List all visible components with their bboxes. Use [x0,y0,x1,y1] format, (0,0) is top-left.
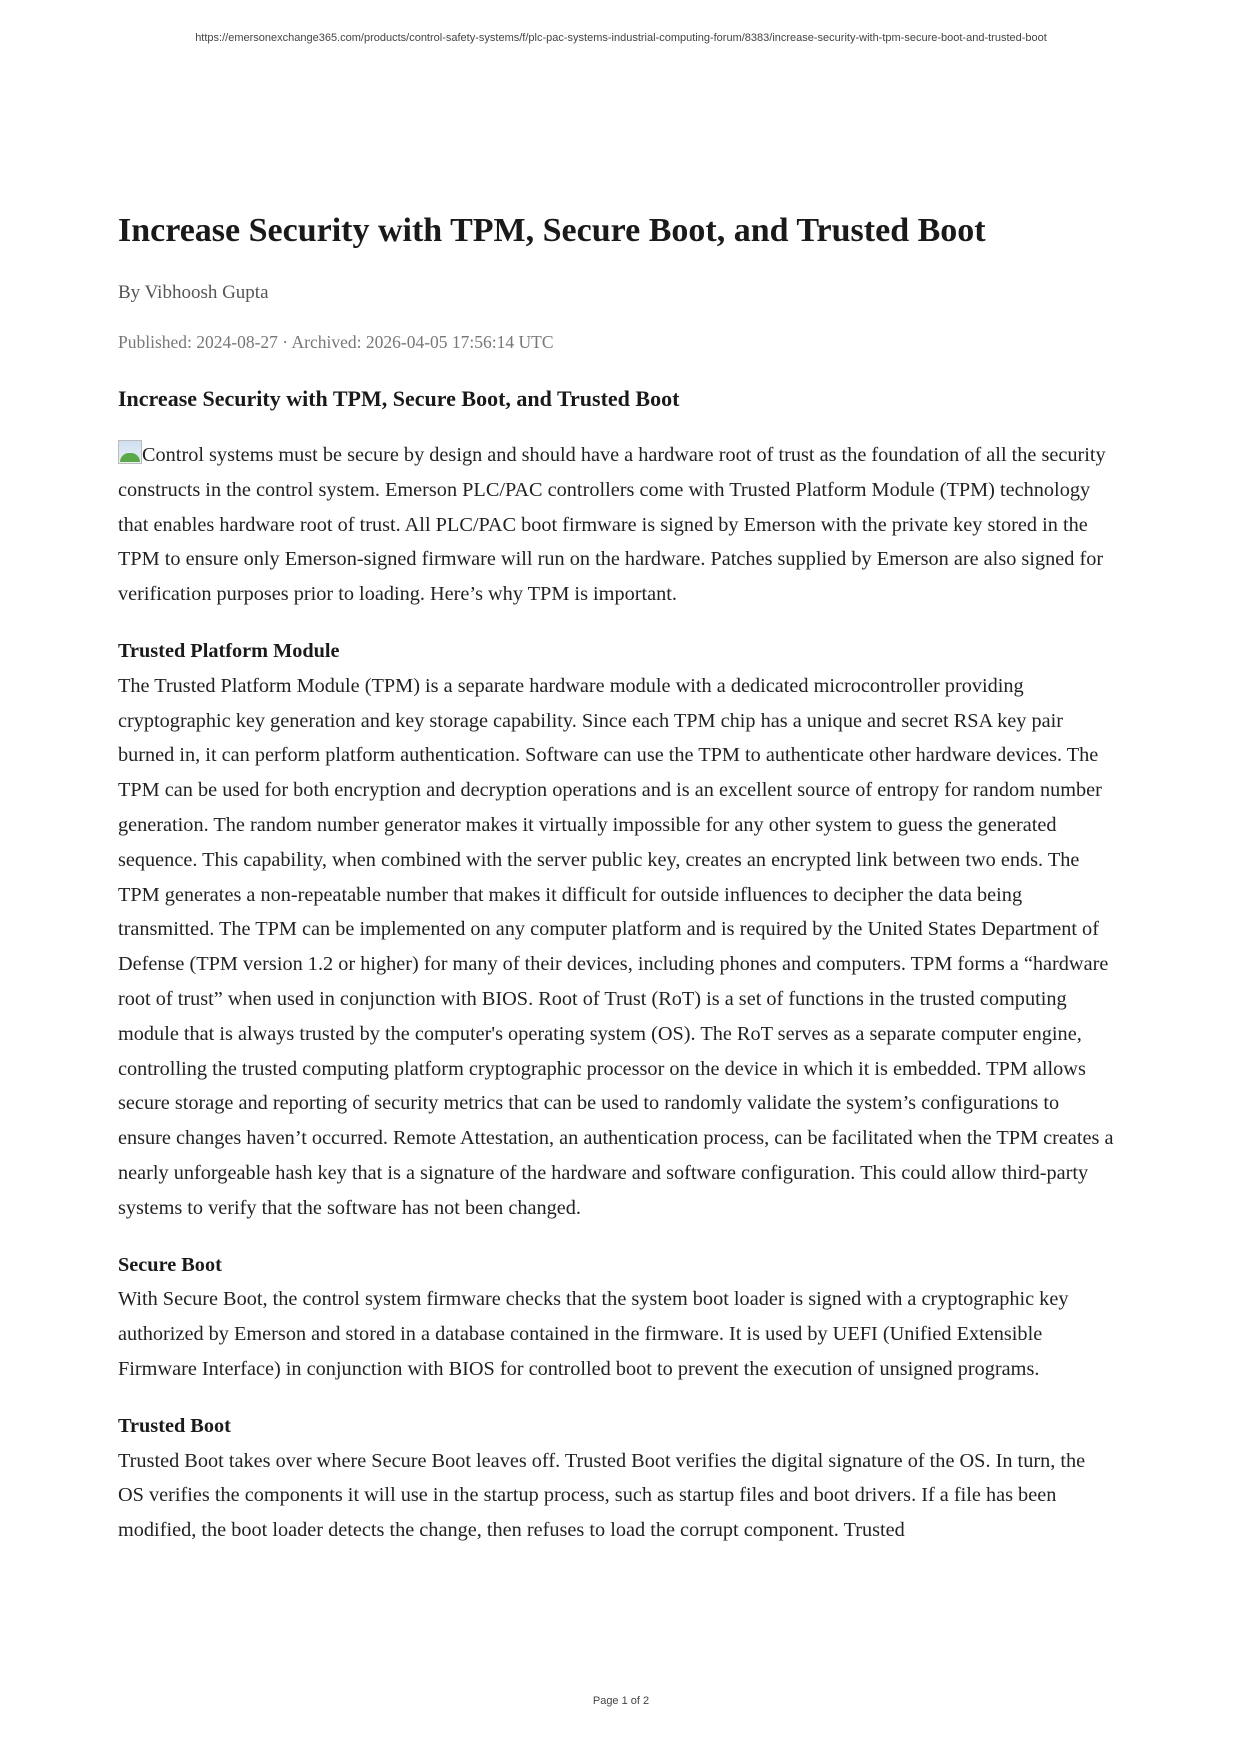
section-secure-boot [118,1248,1114,1387]
article-subtitle: Increase Security with TPM, Secure Boot, and Trusted Boot [118,386,680,411]
section-tpm [118,634,1114,1226]
intro-paragraph [118,438,1114,612]
section-heading: Trusted Platform Module [118,639,340,662]
broken-image-icon [118,440,142,464]
image-alt-text: Control systems must be secure by design and should have a hardware root of trust as the foundation of all the security constructs in the control system. Emerson PLC/PAC controllers come with Trusted Platform Module (TPM) technology that enables hardware root of trust. All PLC/PAC boot firmware is signed by Emerson with the private key stored in the TPM to ensure only Emerson-signed firmware will run on the hardware. Patches supplied by Emerson are also signed for verification purposes prior to loading. Here’s why TPM is important. [118,444,1106,606]
page-number: Page 1 of 2 [592,1695,650,1707]
article-title: Increase Security with TPM, Secure Boot, and Trusted Boot [118,212,986,249]
section-body: With Secure Boot, the control system firmware checks that the system boot loader is signed with a cryptographic key authorized by Emerson and stored in a database contained in the firmware. It is used by UEFI (Unified Extensible Firmware Interface) in conjunction with BIOS for controlled boot to prevent the execution of unsigned programs. [118,1288,1069,1380]
byline: By Vibhoosh Gupta [118,282,269,303]
section-trusted-boot [118,1409,1114,1548]
section-body: The Trusted Platform Module (TPM) is a separate hardware module with a dedicated microcontroller providing cryptographic key generation and key storage capability. Since each TPM chip has a unique and secret RSA key pair burned in, it can perform platform authentication. Software can use the TPM to authenticate other hardware devices. The TPM can be used for both encryption and decryption operations and is an excellent source of entropy for random number generation. The random number generator makes it virtually impossible for any other system to guess the generated sequence. This capability, when combined with the server public key, creates an encrypted link between two ends. The TPM generates a non-repeatable number that makes it difficult for outside influences to decipher the data being transmitted. The TPM can be implemented on any computer platform and is required by the United States Department of Defense (TPM version 1.2 or higher) for many of their devices, including phones and computers. TPM forms a “hardware root of trust” when used in conjunction with BIOS. Root of Trust (RoT) is a set of functions in the trusted computing module that is always trusted by the computer's operating system (OS). The RoT serves as a separate computer engine, controlling the trusted computing platform cryptographic processor on the device in which it is embedded. TPM allows secure storage and reporting of security metrics that can be used to randomly validate the system’s configurations to ensure changes haven’t occurred. Remote Attestation, an authentication process, can be facilitated when the TPM creates a nearly unforgeable hash key that is a signature of the hardware and software configuration. This could allow third-party systems to verify that the software has not been changed. [118,674,1114,1219]
article [118,210,1114,1570]
section-body: Trusted Boot takes over where Secure Boot leaves off. Trusted Boot verifies the digital signature of the OS. In turn, the OS verifies the components it will use in the startup process, such as startup files and boot drivers. If a file has been modified, the boot loader detects the change, then refuses to load the corrupt component. Trusted [118,1449,1086,1542]
section-heading: Secure Boot [118,1253,222,1276]
publish-meta: Published: 2024-08-27 · Archived: 2026-04-05 17:56:14 UTC [118,332,554,352]
page-url: https://emersonexchange365.com/products/control-safety-systems/f/plc-pac-systems-industrial-computing-forum/8383/increase-security-with-tpm-secure-boot-and-trusted-boot [195,32,1047,44]
section-heading: Trusted Boot [118,1414,231,1437]
